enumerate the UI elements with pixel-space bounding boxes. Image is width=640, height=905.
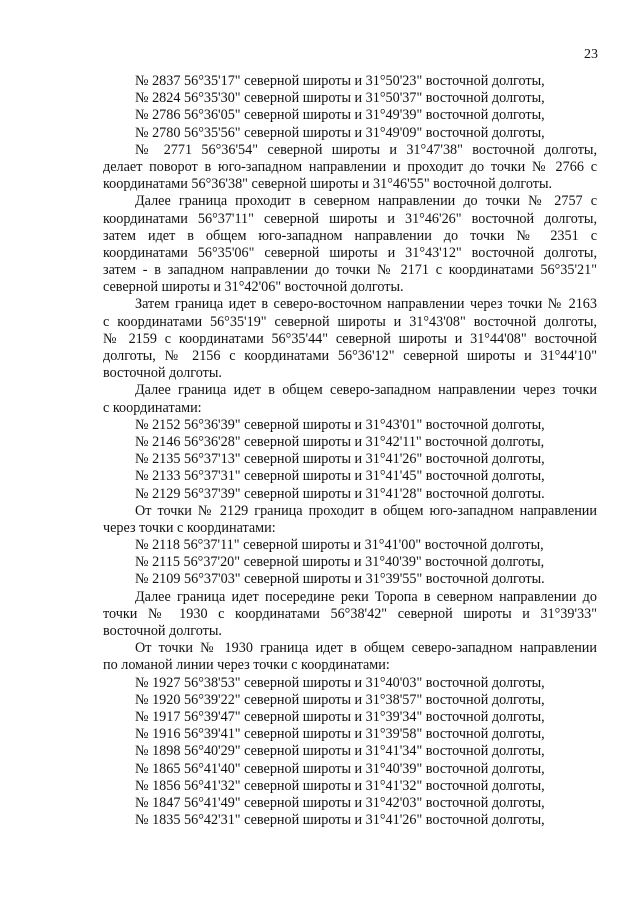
text-line: Далее граница идет посередине реки Торопа в северном направлении до bbox=[135, 588, 597, 605]
text-line: № 2837 56°35'17" северной широты и 31°50'23" восточной долготы, bbox=[135, 73, 545, 89]
text-line: по ломаной линии через точки с координатами: bbox=[103, 657, 390, 674]
text-line: № 1920 56°39'22" северной широты и 31°38'57" восточной долготы, bbox=[135, 691, 545, 708]
page-number: 23 bbox=[584, 47, 598, 62]
text-line: Далее граница идет в общем северо-западном направлении через точки bbox=[135, 382, 597, 399]
text-line: № 1865 56°41'40" северной широты и 31°40'39" восточной долготы, bbox=[135, 760, 545, 777]
text-line: затем - в западном направлении до точки № 2171 с координатами 56°35'21" bbox=[103, 262, 597, 279]
text-line: с координатами 56°35'19" северной широты и 31°43'08" восточной долготы, bbox=[103, 313, 597, 330]
text-line: Далее граница проходит в северном направлении до точки № 2757 с bbox=[135, 193, 597, 210]
text-line: От точки № 1930 граница идет в общем северо-западном направлении bbox=[135, 640, 597, 657]
text-line: № 1917 56°39'47" северной широты и 31°39'34" восточной долготы, bbox=[135, 708, 545, 725]
text-line: северной широты и 31°42'06" восточной долготы. bbox=[103, 279, 404, 296]
text-line: восточной долготы. bbox=[103, 623, 222, 639]
text-line: координатами 56°36'38" северной широты и 31°46'55" восточной долготы. bbox=[103, 176, 553, 193]
text-line: № 2824 56°35'30" северной широты и 31°50'37" восточной долготы, bbox=[135, 90, 545, 107]
text-line: № 2133 56°37'31" северной широты и 31°41'45" восточной долготы, bbox=[135, 468, 545, 485]
text-line: № 2146 56°36'28" северной широты и 31°42'11" восточной долготы, bbox=[135, 433, 545, 450]
text-line: № 2135 56°37'13" северной широты и 31°41'26" восточной долготы, bbox=[135, 451, 545, 468]
text-line: № 2159 с координатами 56°35'44" северной широты и 31°44'08" восточной bbox=[103, 330, 597, 347]
document-body bbox=[103, 73, 597, 829]
text-line: № 2780 56°35'56" северной широты и 31°49'09" восточной долготы, bbox=[135, 124, 545, 141]
text-line: № 2152 56°36'39" северной широты и 31°43'01" восточной долготы, bbox=[135, 416, 545, 433]
text-line: От точки № 2129 граница проходит в общем юго-западном направлении bbox=[135, 502, 597, 519]
text-line: № 1898 56°40'29" северной широты и 31°41'34" восточной долготы, bbox=[135, 743, 545, 760]
text-line: № 1916 56°39'41" северной широты и 31°39'58" восточной долготы, bbox=[135, 726, 545, 743]
text-line: координатами 56°35'06" северной широты и 31°43'12" восточной долготы, bbox=[103, 244, 597, 261]
text-line: долготы, № 2156 с координатами 56°36'12" северной широты и 31°44'10" bbox=[103, 348, 597, 364]
text-line: № 1856 56°41'32" северной широты и 31°41'32" восточной долготы, bbox=[135, 777, 545, 794]
text-line: № 2109 56°37'03" северной широты и 31°39'55" восточной долготы. bbox=[135, 571, 545, 588]
text-line: с координатами: bbox=[103, 399, 202, 416]
text-line: затем идет в общем юго-западном направлении до точки № 2351 с bbox=[103, 227, 597, 244]
text-line: № 2771 56°36'54" северной широты и 31°47'38" восточной долготы, bbox=[135, 141, 597, 158]
text-line: № 2115 56°37'20" северной широты и 31°40'39" восточной долготы, bbox=[135, 554, 545, 571]
text-line: № 2118 56°37'11" северной широты и 31°41'00" восточной долготы, bbox=[135, 537, 544, 554]
text-line: № 1927 56°38'53" северной широты и 31°40'03" восточной долготы, bbox=[135, 674, 545, 691]
text-line: Затем граница идет в северо-восточном направлении через точки № 2163 bbox=[135, 296, 597, 313]
text-line: через точки с координатами: bbox=[103, 519, 276, 536]
text-line: координатами 56°37'11" северной широты и 31°46'26" восточной долготы, bbox=[103, 210, 597, 227]
text-line: № 2129 56°37'39" северной широты и 31°41'28" восточной долготы. bbox=[135, 485, 545, 502]
text-line: № 1847 56°41'49" северной широты и 31°42'03" восточной долготы, bbox=[135, 794, 545, 811]
text-line: № 2786 56°36'05" северной широты и 31°49'39" восточной долготы, bbox=[135, 107, 545, 124]
text-line: точки № 1930 с координатами 56°38'42" северной широты и 31°39'33" bbox=[103, 605, 597, 622]
text-line: делает поворот в юго-западном направлении и проходит до точки № 2766 с bbox=[103, 158, 597, 175]
text-line: восточной долготы. bbox=[103, 365, 222, 382]
text-line: № 1835 56°42'31" северной широты и 31°41'26" восточной долготы, bbox=[135, 812, 545, 829]
